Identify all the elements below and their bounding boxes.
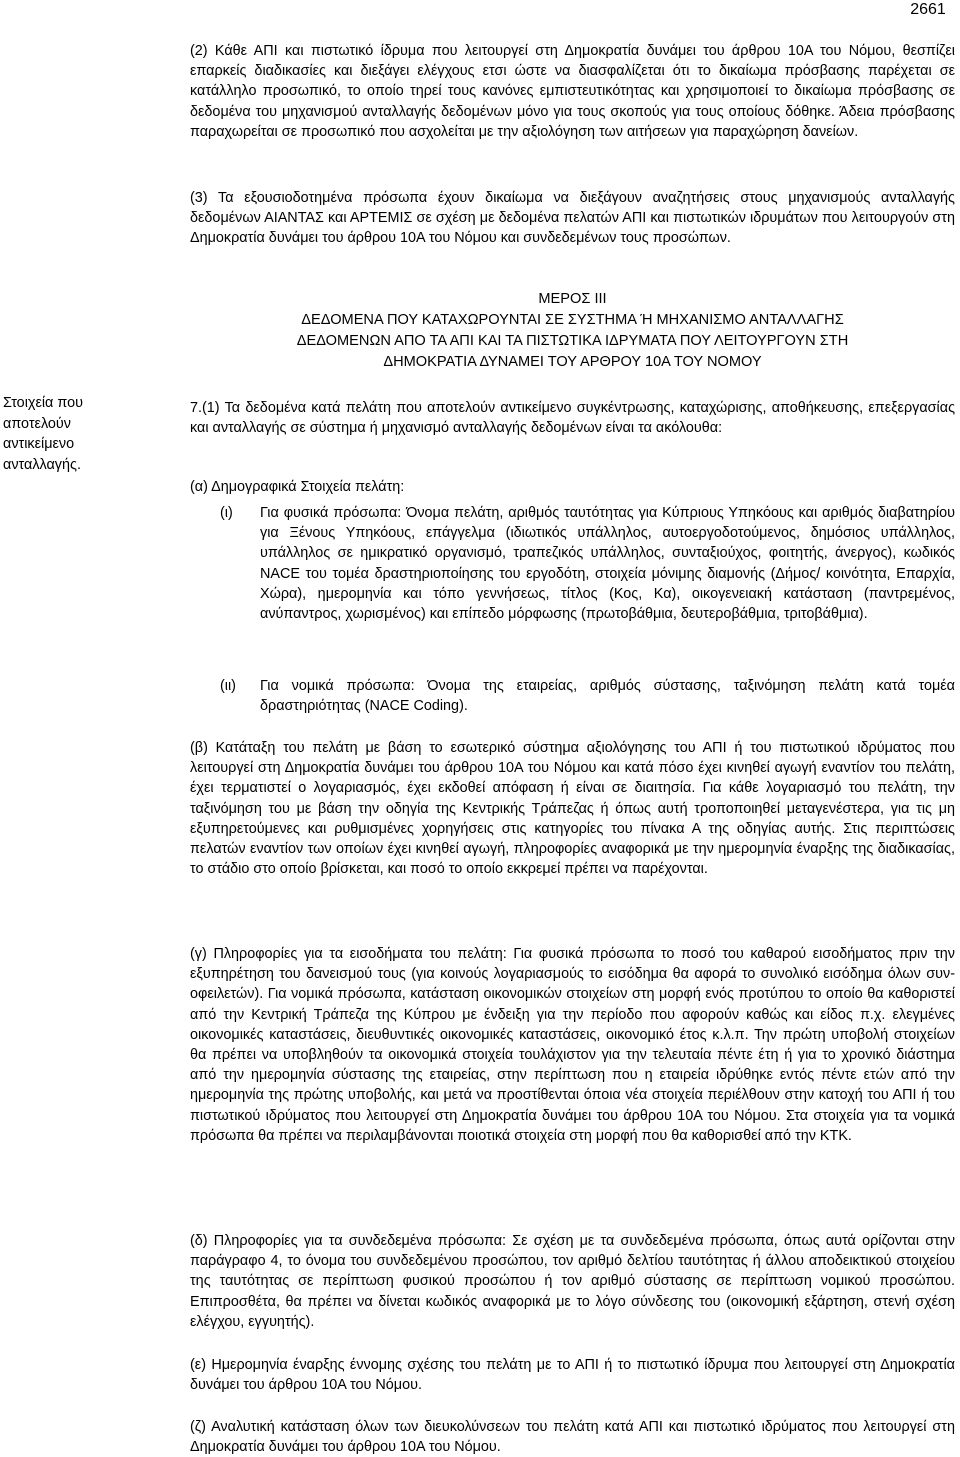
item-c: (γ) Πληροφορίες για τα εισοδήματα του πελάτη: Για φυσικά πρόσωπα το ποσό του καθαρού εισοδήματος πριν την εξυπηρέτηση του δανεισμού τους (για κοινούς λογαριασμούς το εισόδημα θα αφορά το συνολικό εισόδημα όλων συν-οφειλετών). Για νομικά πρόσωπα, κατάσταση οικονομικών στοιχείων στη μορφή ενός προτύπου το οποίο θα καθοριστεί από την Κεντρική Τράπεζα της Κύπρου με ένδειξη για την περίοδο που αφορούν καθώς και είδος π.χ. ελεγμένες οικονομικές καταστάσεις, διευθυντικές οικονομικές καταστάσεις, οικονομικό έτος κ.λ.π. Την πρώτη υποβολή στοιχείων θα πρέπει να υποβληθούν τα οικονομικά στοιχεία τουλάχιστον για την τελευταία πέντε έτη ή για το χρονικό διάστημα από την ημερομηνία σύστασης της εταιρείας, στην περίπτωση που η εταιρεία ιδρύθηκε εντός πέντε ετών από την ημερομηνία της πρώτης υποβολής, και μετά να προστίθενται όποια νέα στοιχεία περιέλθουν στην κατοχή του ΑΠΙ ή του πιστωτικού ιδρύματος που λειτουργεί στη Δημοκρατία δυνάμει του άρθρου 10Α του Νόμου. Στα στοιχεία για τα νομικά πρόσωπα θα πρέπει να περιλαμβάνονται ποιοτικά στοιχεία στη μορφή που θα καθορισθεί από την ΚΤΚ. xyxy=(190,946,955,1144)
item-a-i xyxy=(220,503,955,624)
item-a-i-text: Για φυσικά πρόσωπα: Όνομα πελάτη, αριθμός ταυτότητας για Κύπριους Υπηκόους και αριθμός διαβατηρίου για Ξένους Υπηκόους, επάγγελμα (ιδιωτικός υπάλληλος, αυτοεργοδοτούμενος, δημόσιος υπάλληλος, υπάλληλος σε ημικρατικό οργανισμό, τραπεζικός υπάλληλος, συνταξιούχος, φοιτητής, άνεργος), κωδικός NACE του τομέα δραστηριοποίησης του εργοδότη, στοιχεία μόνιμης διαμονής (Δήμος/ κοινότητα, Επαρχία, Χώρα), ημερομηνία και τόπο γεννήσεως, τίτλος (Κος, Κα), οικογενειακή κατάσταση (παντρεμένος, ανύπαντρος, χωρισμένος) και επίπεδο μόρφωσης (πρωτοβάθμια, δευτεροβάθμια, τριτοβάθμια). xyxy=(260,505,955,623)
item-a-i-number: (ι) xyxy=(220,505,233,521)
part-heading xyxy=(190,289,955,373)
paragraph-7-1: 7.(1) Τα δεδομένα κατά πελάτη που αποτελούν αντικείμενο συγκέντρωσης, καταχώρισης, αποθήκευσης, επεξεργασίας και ανταλλαγής σε σύστημα ή μηχανισμό ανταλλαγής δεδομένων είναι τα ακόλουθα: xyxy=(190,400,955,437)
part-subtitle-line-1: ΔΕΔΟΜΕΝΑ ΠΟΥ ΚΑΤΑΧΩΡΟΥΝΤΑΙ ΣΕ ΣΥΣΤΗΜΑ Ή ΜΗΧΑΝΙΣΜΟ ΑΝΤΑΛΛΑΓΗΣ xyxy=(301,312,844,328)
item-a-ii-number: (ιι) xyxy=(220,678,236,694)
item-a: (α) Δημογραφικά Στοιχεία πελάτη: xyxy=(190,479,405,495)
margin-note: Στοιχεία που αποτελούν αντικείμενο ανταλλαγής. xyxy=(3,395,83,473)
part-subtitle-line-3: ΔΗΜΟΚΡΑΤΙΑ ΔΥΝΑΜΕΙ ΤΟΥ ΑΡΘΡΟΥ 10Α ΤΟΥ ΝΟΜΟΥ xyxy=(383,354,762,370)
paragraph-3: (3) Τα εξουσιοδοτημένα πρόσωπα έχουν δικαίωμα να διεξάγουν αναζητήσεις στους μηχανισμούς ανταλλαγής δεδομένων ΑΙΑΝΤΑΣ και ΑΡΤΕΜΙΣ σε σχέση με δεδομένα πελατών ΑΠΙ και πιστωτικών ιδρυμάτων που λειτουργούν στη Δημοκρατία δυνάμει του άρθρου 10Α του Νόμου και συνδεδεμένων τους προσώπων. xyxy=(190,190,955,247)
page-number: 2661 xyxy=(910,1,946,18)
item-e: (ε) Ημερομηνία έναρξης έννομης σχέσης του πελάτη με το ΑΠΙ ή το πιστωτικό ίδρυμα που λειτουργεί στη Δημοκρατία δυνάμει του άρθρου 10Α του Νόμου. xyxy=(190,1357,955,1394)
item-d: (δ) Πληροφορίες για τα συνδεδεμένα πρόσωπα: Σε σχέση με τα συνδεδεμένα πρόσωπα, όπως αυτά ορίζονται στην παράγραφο 4, το όνομα του συνδεδεμένου προσώπου, τον αριθμό δελτίου ταυτότητας ή άλλου αποδεικτικού στοιχείου της ταυτότητας σε περίπτωση φυσικού προσώπου ή τον αριθμό σύστασης σε περίπτωση νομικού προσώπου. Επιπροσθέτα, θα πρέπει να δίνεται κωδικός αναφορικά με το λόγο σύνδεσης του (οικονομική εξάρτηση, στενή σχέση ελέγχου, εγγυητής). xyxy=(190,1233,955,1330)
item-a-ii-text: Για νομικά πρόσωπα: Όνομα της εταιρείας, αριθμός σύστασης, ταξινόμηση πελάτη κατά τομέα δραστηριότητας (NACE Coding). xyxy=(260,678,955,715)
part-subtitle-line-2: ΔΕΔΟΜΕΝΩΝ ΑΠΟ ΤΑ ΑΠΙ ΚΑΙ ΤΑ ΠΙΣΤΩΤΙΚΑ ΙΔΡΥΜΑΤΑ ΠΟΥ ΛΕΙΤΟΥΡΓΟΥΝ ΣΤΗ xyxy=(296,333,849,349)
item-a-ii xyxy=(220,676,955,716)
paragraph-2: (2) Κάθε ΑΠΙ και πιστωτικό ίδρυμα που λειτουργεί στη Δημοκρατία δυνάμει του άρθρου 10Α του Νόμου, θεσπίζει επαρκείς διαδικασίες και διεξάγει ελέγχους ετσι ώστε να διασφαλίζεται ότι το δικαίωμα πρόσβασης παρέχεται σε κατάλληλο προσωπικό, το οποίο τηρεί τους κανόνες εμπιστευτικότητας και χρησιμοποιεί το δικαίωμα πρόσβασης σε δεδομένα του μηχανισμού ανταλλαγής δεδομένων μόνο για τους σκοπούς για τους οποίους δόθηκε. Άδεια πρόσβασης παραχωρείται σε προσωπικό που ασχολείται με την αξιολόγηση των αιτήσεων για παραχώρηση δανείων. xyxy=(190,43,955,140)
item-b: (β) Κατάταξη του πελάτη με βάση το εσωτερικό σύστημα αξιολόγησης του ΑΠΙ ή του πιστωτικού ιδρύματος που λειτουργεί στη Δημοκρατία δυνάμει του άρθρου 10Α του Νόμου και κατά πόσο έχει κινηθεί αγωγή εναντίον του πελάτη, έχει τερματιστεί ο λογαριασμός, έχει εκδοθεί απόφαση ή είναι σε διαιτησία. Για κάθε λογαριασμό του πελάτη, την ταξινόμηση του με βάση την οδηγία της Κεντρικής Τράπεζας ή όπως αυτή τροποποιηθεί μεταγενέστερα, για τις μη εξυπηρετούμενες και ρυθμισμένες χορηγήσεις στις κατηγορίες του πίνακα Α της οδηγίας αυτής. Στις περιπτώσεις πελατών εναντίον των οποίων έχει κινηθεί αγωγή, πληροφορίες αναφορικά με την ημερομηνία έναρξης της διαδικασίας, το στάδιο στο οποίο βρίσκεται, και ποσό το οποίο εκκρεμεί πρέπει να παρέχονται. xyxy=(190,740,955,878)
part-title: ΜΕΡΟΣ ΙΙΙ xyxy=(538,291,607,307)
item-z: (ζ) Αναλυτική κατάσταση όλων των διευκολύνσεων του πελάτη κατά ΑΠΙ και πιστωτικό ιδρύματος που λειτουργεί στη Δημοκρατία δυνάμει του άρθρου 10Α του Νόμου. xyxy=(190,1419,955,1456)
